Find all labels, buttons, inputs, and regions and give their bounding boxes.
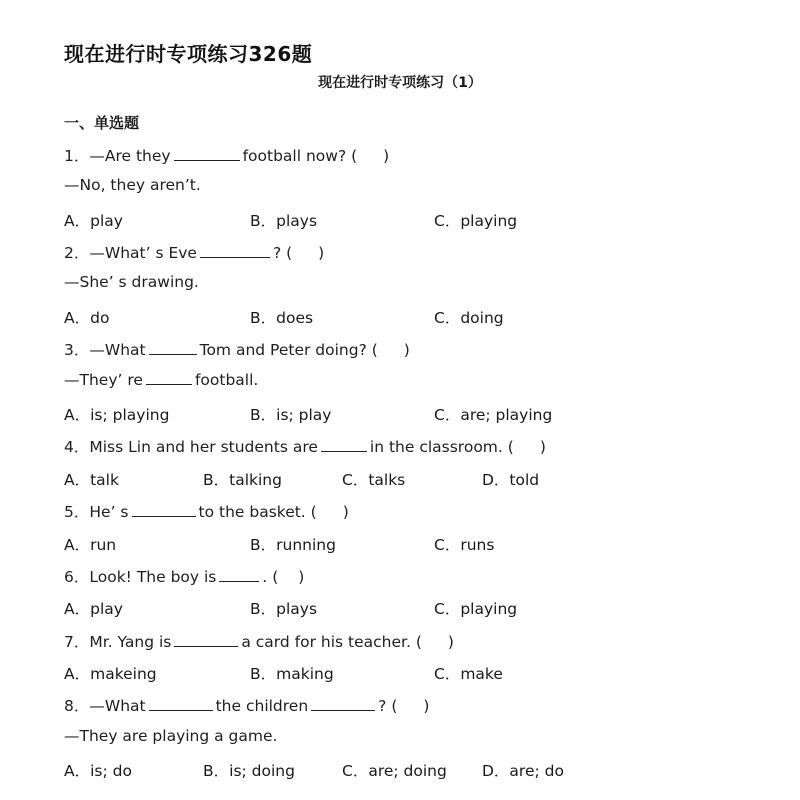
question-text: —Are they	[89, 147, 171, 165]
answer-blank	[149, 340, 197, 355]
question-8	[64, 694, 429, 716]
question-text: to the basket. (	[198, 503, 317, 521]
question-number: 2．	[64, 244, 90, 262]
question-2	[64, 241, 324, 263]
option-a: A．makeing	[64, 665, 157, 683]
response-text: —They’ re	[64, 371, 143, 389]
option-a: A．play	[64, 600, 123, 618]
question-2-response: —She’ s drawing.	[64, 273, 199, 291]
answer-blank	[219, 567, 259, 582]
option-b: B．is; play	[250, 406, 332, 424]
option-c: C．runs	[434, 536, 495, 554]
option-c: C．are; playing	[434, 406, 553, 424]
question-number: 6．	[64, 568, 90, 586]
option-c: C．talks	[342, 471, 406, 489]
option-c: C．make	[434, 665, 503, 683]
option-c: C．are; doing	[342, 762, 447, 780]
question-number: 4．	[64, 438, 90, 456]
option-c: C．playing	[434, 600, 518, 618]
option-b: B．talking	[203, 471, 282, 489]
question-text: . (	[262, 568, 279, 586]
question-4	[64, 435, 546, 457]
answer-blank	[311, 696, 375, 711]
option-a: A．run	[64, 536, 117, 554]
question-number: 5．	[64, 503, 90, 521]
question-text: ? (	[378, 697, 398, 715]
section-heading: 一、单选题	[64, 114, 140, 132]
option-b: B．running	[250, 536, 336, 554]
question-text: )	[298, 568, 305, 586]
option-a: A．do	[64, 309, 110, 327]
document-title: 现在进行时专项练习326题	[64, 42, 313, 66]
question-3-response	[64, 370, 258, 389]
option-d: D．are; do	[482, 762, 564, 780]
question-text: Mr. Yang is	[89, 633, 172, 651]
question-text: )	[383, 147, 390, 165]
answer-blank	[174, 146, 240, 161]
option-b: B．plays	[250, 212, 318, 230]
answer-blank	[321, 437, 367, 452]
question-3	[64, 338, 410, 360]
question-7	[64, 630, 454, 652]
option-b: B．making	[250, 665, 334, 683]
question-number: 8．	[64, 697, 90, 715]
answer-blank	[174, 632, 238, 647]
option-b: B．plays	[250, 600, 318, 618]
question-1-response: —No, they aren’t.	[64, 176, 201, 194]
question-text: )	[318, 244, 325, 262]
question-text: )	[403, 341, 410, 359]
option-c: C．playing	[434, 212, 518, 230]
worksheet-subtitle: 现在进行时专项练习（1）	[318, 75, 482, 91]
question-5	[64, 500, 349, 522]
option-d: D．told	[482, 471, 540, 489]
option-c: C．doing	[434, 309, 504, 327]
answer-blank	[146, 370, 192, 385]
question-6	[64, 565, 304, 587]
question-text: ? (	[272, 244, 293, 262]
option-a: A．is; do	[64, 762, 132, 780]
question-text: )	[447, 633, 454, 651]
question-text: —What’ s Eve	[89, 244, 197, 262]
question-1	[64, 144, 389, 166]
option-a: A．talk	[64, 471, 119, 489]
question-text: —What	[89, 341, 146, 359]
question-number: 3．	[64, 341, 90, 359]
answer-blank	[132, 502, 196, 517]
question-text: He’ s	[89, 503, 129, 521]
question-text: Look! The boy is	[89, 568, 217, 586]
answer-blank	[200, 243, 270, 258]
option-b: B．is; doing	[203, 762, 295, 780]
question-text: Tom and Peter doing? (	[199, 341, 378, 359]
question-text: )	[342, 503, 349, 521]
answer-blank	[149, 696, 213, 711]
response-text: football.	[194, 371, 259, 389]
question-text: football now? (	[242, 147, 358, 165]
question-number: 1．	[64, 147, 90, 165]
option-a: A．play	[64, 212, 123, 230]
option-b: B．does	[250, 309, 314, 327]
question-text: —What	[89, 697, 146, 715]
question-text: Miss Lin and her students are	[89, 438, 318, 456]
question-text: in the classroom. (	[369, 438, 514, 456]
option-a: A．is; playing	[64, 406, 170, 424]
question-text: )	[423, 697, 430, 715]
question-text: the children	[215, 697, 309, 715]
question-text: )	[539, 438, 546, 456]
question-text: a card for his teacher. (	[241, 633, 422, 651]
question-number: 7．	[64, 633, 90, 651]
question-8-response: —They are playing a game.	[64, 727, 278, 745]
